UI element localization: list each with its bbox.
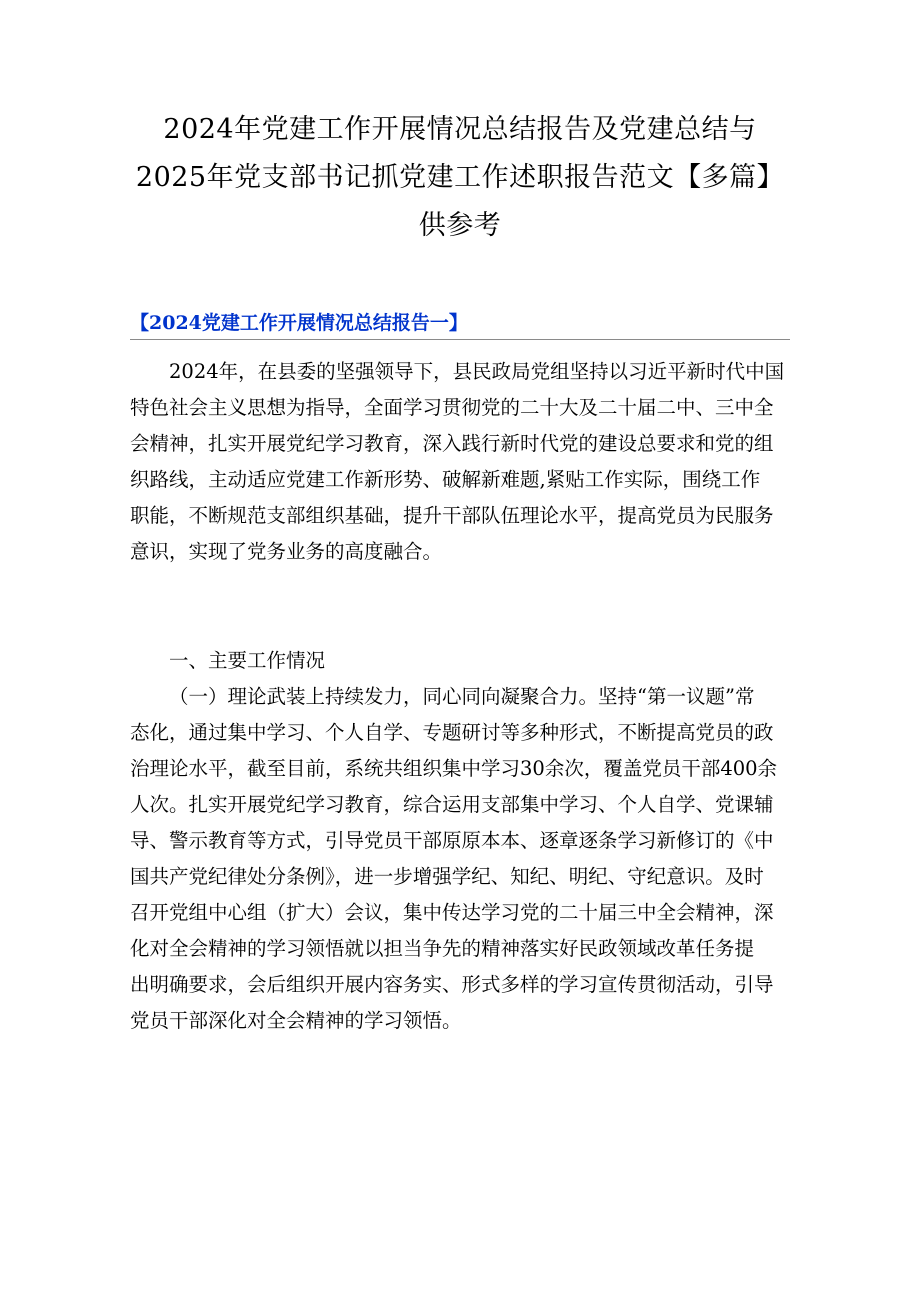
title-line-1: 2024年党建工作开展情况总结报告及党建总结与 xyxy=(163,114,757,145)
paragraph-2-line: 化对全会精神的学习领悟就以担当争先的精神落实好民政领域改革任务提 xyxy=(130,937,755,960)
paragraph-2-line: 国共产党纪律处分条例》，进一步增强学纪、知纪、明纪、守纪意识。及时 xyxy=(130,865,764,888)
paragraph-2-line: 态化，通过集中学习、个人自学、专题研讨等多种形式，不断提高党员的政 xyxy=(130,721,774,744)
paragraph-2-line: 治理论水平，截至目前，系统共组织集中学习30余次，覆盖党员干部400余 xyxy=(130,757,778,780)
paragraph-2-line: 召开党组中心组（扩大）会议，集中传达学习党的二十届三中全会精神，深 xyxy=(130,901,774,924)
title-line-3: 供参考 xyxy=(418,210,502,241)
paragraph-1 xyxy=(130,354,790,570)
paragraph-2-line: （一）理论武装上持续发力，同心同向凝聚合力。坚持“第一议题”常 xyxy=(169,685,755,708)
paragraph-2 xyxy=(130,679,790,1039)
document-title xyxy=(110,106,810,250)
paragraph-1-line: 2024年，在县委的坚强领导下，县民政局党组坚持以习近平新时代中国 xyxy=(169,360,785,383)
paragraph-1-line: 意识，实现了党务业务的高度融合。 xyxy=(130,540,443,563)
section-heading: 【2024党建工作开展情况总结报告一】 xyxy=(130,312,468,334)
paragraph-1-line: 会精神，扎实开展党纪学习教育，深入践行新时代党的建设总要求和党的组 xyxy=(130,432,774,455)
heading-main-work-text: 一、主要工作情况 xyxy=(169,649,326,672)
paragraph-1-line: 职能，不断规范支部组织基础，提升干部队伍理论水平，提高党员为民服务 xyxy=(130,504,774,527)
paragraph-1-line: 特色社会主义思想为指导，全面学习贯彻党的二十大及二十届二中、三中全 xyxy=(130,396,774,419)
heading-main-work xyxy=(130,643,790,679)
paragraph-2-line: 党员干部深化对全会精神的学习领悟。 xyxy=(130,1009,462,1032)
section-divider xyxy=(130,339,790,340)
paragraph-2-line: 人次。扎实开展党纪学习教育，综合运用支部集中学习、个人自学、党课辅 xyxy=(130,793,774,816)
paragraph-1-line: 织路线，主动适应党建工作新形势、破解新难题,紧贴工作实际，围绕工作 xyxy=(130,468,761,491)
title-line-2: 2025年党支部书记抓党建工作述职报告范文【多篇】 xyxy=(135,162,785,193)
paragraph-2-line: 导、警示教育等方式，引导党员干部原原本本、逐章逐条学习新修订的《中 xyxy=(130,829,774,852)
paragraph-2-line: 出明确要求，会后组织开展内容务实、形式多样的学习宣传贯彻活动，引导 xyxy=(130,973,774,996)
